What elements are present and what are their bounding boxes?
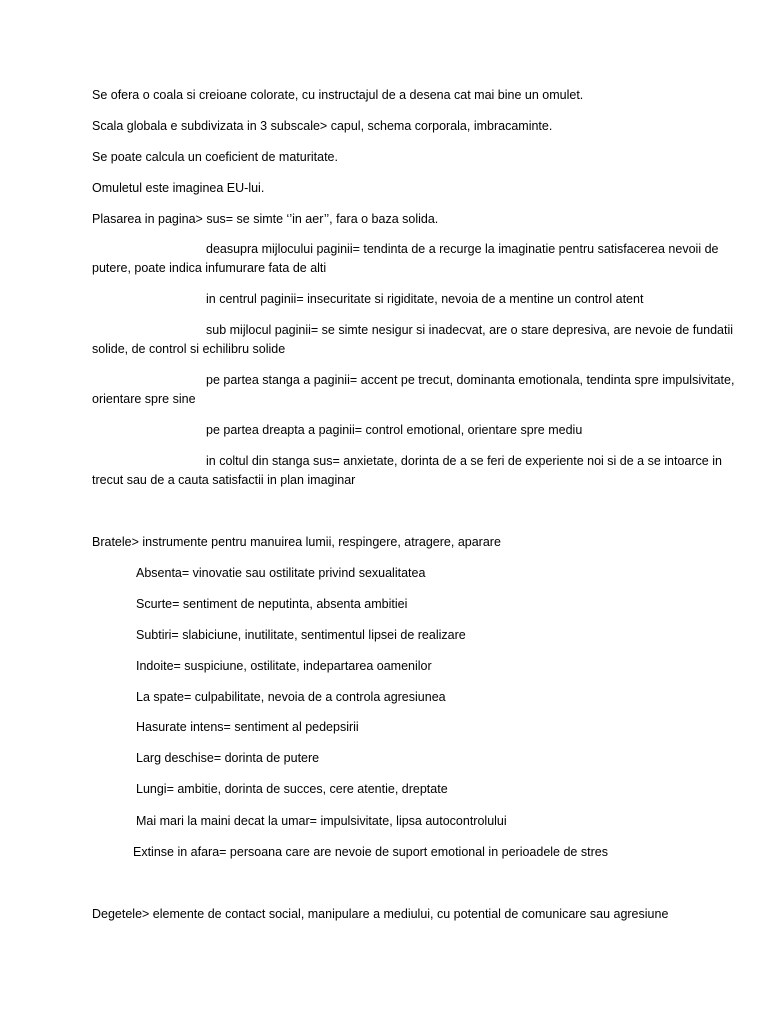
fingers-heading: Degetele> elemente de contact social, manipulare a mediului, cu potential de comunicare sau agresiune xyxy=(92,907,669,921)
intro-paragraph-2: Scala globala e subdivizata in 3 subscale> capul, schema corporala, imbracaminte. xyxy=(92,119,553,133)
arms-item: Scurte= sentiment de neputinta, absenta ambitiei xyxy=(136,597,408,611)
placement-item: deasupra mijlocului paginii= tendinta de a recurge la imaginatie pentru satisfacerea nevoii de putere, poate indica infumurare fata de alti xyxy=(92,242,719,275)
placement-heading: Plasarea in pagina> sus= se simte ‘’in aer’’, fara o baza solida. xyxy=(92,212,439,226)
placement-item: in coltul din stanga sus= anxietate, dorinta de a se feri de experiente noi si de a se intoarce in trecut sau de a cauta satisfactii in plan imaginar xyxy=(92,454,722,487)
arms-item: La spate= culpabilitate, nevoia de a controla agresiunea xyxy=(136,690,446,704)
intro-paragraph-3: Se poate calcula un coeficient de maturitate. xyxy=(92,150,338,164)
arms-item: Hasurate intens= sentiment al pedepsirii xyxy=(136,720,359,734)
arms-item: Indoite= suspiciune, ostilitate, indepartarea oamenilor xyxy=(136,659,432,673)
arms-item: Mai mari la maini decat la umar= impulsivitate, lipsa autocontrolului xyxy=(136,814,507,828)
arms-item: Lungi= ambitie, dorinta de succes, cere atentie, dreptate xyxy=(136,782,448,796)
placement-item: sub mijlocul paginii= se simte nesigur si inadecvat, are o stare depresiva, are nevoie de fundatii solide, de control si echilibru solide xyxy=(92,323,734,356)
arms-item: Subtiri= slabiciune, inutilitate, sentimentul lipsei de realizare xyxy=(136,628,466,642)
arms-item: Absenta= vinovatie sau ostilitate privind sexualitatea xyxy=(136,566,426,580)
arms-heading: Bratele> instrumente pentru manuirea lumii, respingere, atragere, aparare xyxy=(92,535,501,549)
placement-item: in centrul paginii= insecuritate si rigiditate, nevoia de a mentine un control atent xyxy=(206,292,644,306)
intro-paragraph-4: Omuletul este imaginea EU-lui. xyxy=(92,181,265,195)
arms-item: Extinse in afara= persoana care are nevoie de suport emotional in perioadele de stres xyxy=(133,845,608,859)
arms-item: Larg deschise= dorinta de putere xyxy=(136,751,320,765)
intro-paragraph-1: Se ofera o coala si creioane colorate, cu instructajul de a desena cat mai bine un omulet. xyxy=(92,88,584,102)
placement-item: pe partea stanga a paginii= accent pe trecut, dominanta emotionala, tendinta spre impulsivitate, orientare spre sine xyxy=(92,373,735,406)
placement-item: pe partea dreapta a paginii= control emotional, orientare spre mediu xyxy=(206,423,583,437)
